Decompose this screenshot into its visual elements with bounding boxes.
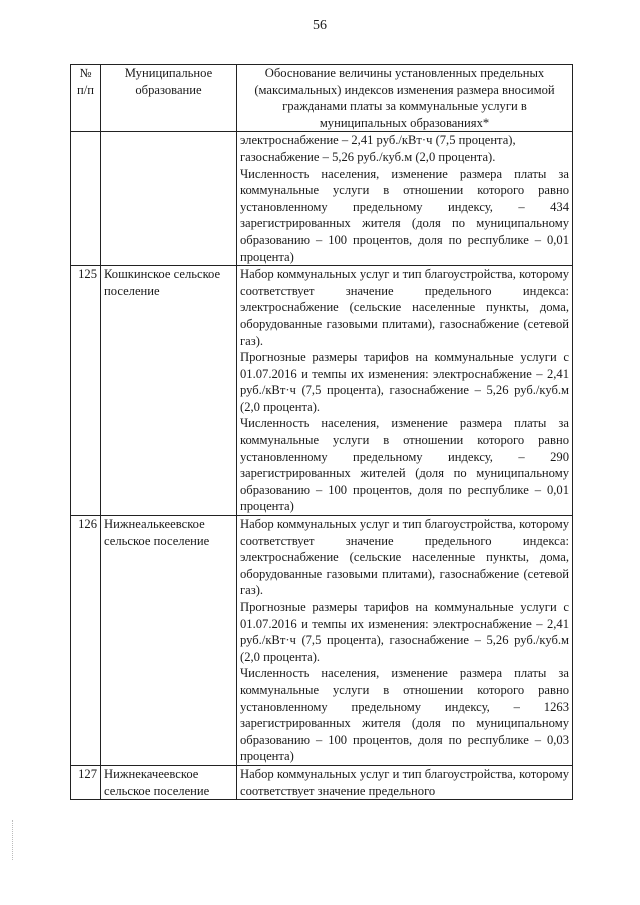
cell-municipality — [101, 132, 237, 266]
row-municipality: Нижнекачеевское сельское поселение — [101, 765, 237, 799]
population-text: Численность населения, изменение размера платы за коммунальные услуги в отношении которого равно установленному предельному индексу, – 434 зарегистрированных жителя (доля по муниципальному образованию – 100 процентов, доля по республике – 0,01 процента) — [240, 166, 569, 264]
table-header-row — [71, 65, 573, 132]
services-text: Набор коммунальных услуг и тип благоустройства, которому соответствует значение предельного — [240, 766, 569, 798]
tariffs-text: Прогнозные размеры тарифов на коммунальные услуги с 01.07.2016 и темпы их изменения: электроснабжение – 2,41 руб./кВт·ч (7,5 процента), газоснабжение – 5,26 руб./куб.м (2,0 процента). — [240, 600, 569, 664]
row-justification — [237, 765, 573, 799]
row-justification — [237, 266, 573, 516]
tariffs-text: Прогнозные размеры тарифов на коммунальные услуги с 01.07.2016 и темпы их изменения: электроснабжение – 2,41 руб./кВт·ч (7,5 процента), газоснабжение – 5,26 руб./куб.м (2,0 процента). — [240, 350, 569, 414]
header-number: № п/п — [71, 65, 101, 132]
cell-number — [71, 132, 101, 266]
header-municipality: Муниципальное образование — [101, 65, 237, 132]
table-row — [71, 516, 573, 766]
tariff-line: газоснабжение – 5,26 руб./куб.м (2,0 процента). — [240, 149, 496, 164]
header-justification: Обоснование величины установленных предельных (максимальных) индексов изменения размера вносимой гражданами платы за коммунальные услуги в муниципальных образованиях* — [237, 65, 573, 132]
population-text: Численность населения, изменение размера платы за коммунальные услуги в отношении которого равно установленному предельному индексу, – 290 зарегистрированных жителей (доля по муниципальному образованию – 100 процентов, доля по республике – 0,01 процента) — [240, 416, 569, 514]
population-text: Численность населения, изменение размера платы за коммунальные услуги в отношении которого равно установленному предельному индексу, – 1263 зарегистрированных жителя (доля по муниципальному образованию – 100 процентов, доля по республике – 0,03 процента) — [240, 666, 569, 764]
scan-margin-marks — [12, 820, 17, 860]
row-number: 125 — [71, 266, 101, 516]
table-row — [71, 765, 573, 799]
row-number: 127 — [71, 765, 101, 799]
table-row-continuation — [71, 132, 573, 266]
table-row — [71, 266, 573, 516]
services-text: Набор коммунальных услуг и тип благоустройства, которому соответствует значение предельного индекса: электроснабжение (сельские населенные пункты, дома, оборудованные газовыми плитами), газоснабжение (сетевой газ). — [240, 517, 569, 598]
cell-justification — [237, 132, 573, 266]
page-number: 56 — [313, 18, 327, 33]
row-number: 126 — [71, 516, 101, 766]
indices-table — [70, 64, 573, 800]
tariff-line: электроснабжение – 2,41 руб./кВт·ч (7,5 процента), — [240, 133, 516, 148]
row-municipality: Нижнеалькеевское сельское поселение — [101, 516, 237, 766]
row-municipality: Кошкинское сельское поселение — [101, 266, 237, 516]
services-text: Набор коммунальных услуг и тип благоустройства, которому соответствует значение предельного индекса: электроснабжение (сельские населенные пункты, дома, оборудованные газовыми плитами), газоснабжение (сетевой газ). — [240, 267, 569, 348]
row-justification — [237, 516, 573, 766]
